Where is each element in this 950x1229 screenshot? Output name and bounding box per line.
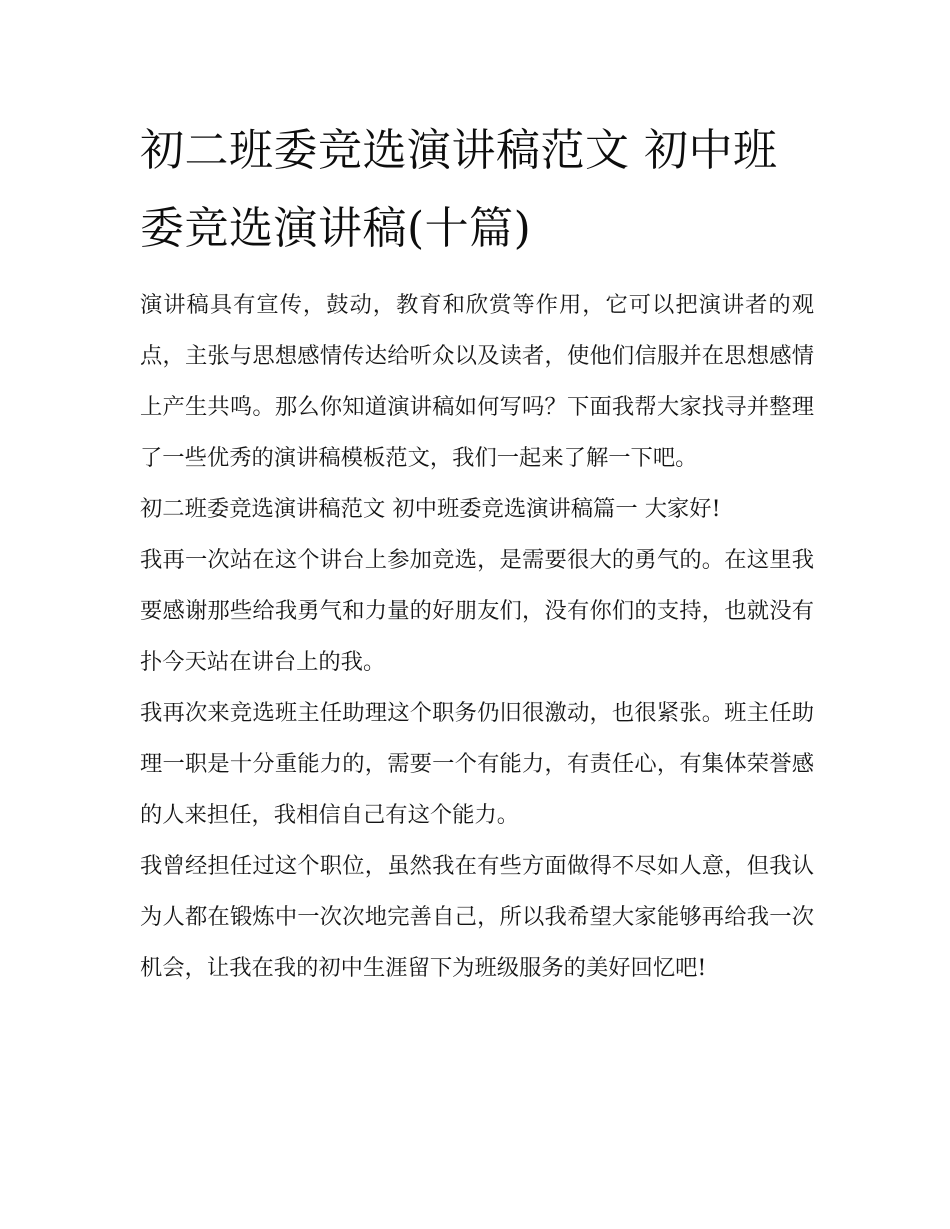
body-paragraph-heading: 初二班委竞选演讲稿范文 初中班委竞选演讲稿篇一 大家好! [140, 496, 721, 522]
body-paragraph-intro: 演讲稿具有宣传，鼓动，教育和欣赏等作用，它可以把演讲者的观点，主张与思想感情传达给听众以及读者，使他们信服并在思想感情上产生共鸣。那么你知道演讲稿如何写吗？下面我帮大家找寻并整理了一些优秀的演讲稿模板范文，我们一起来了解一下吧。 [140, 292, 814, 471]
document-content [140, 112, 814, 994]
body-paragraph: 我再一次站在这个讲台上参加竞选，是需要很大的勇气的。在这里我要感谢那些给我勇气和力量的好朋友们，没有你们的支持，也就没有扑今天站在讲台上的我。 [140, 547, 814, 675]
document-title: 初二班委竞选演讲稿范文 初中班委竞选演讲稿(十篇) [140, 125, 778, 254]
body-paragraph: 我再次来竞选班主任助理这个职务仍旧很激动，也很紧张。班主任助理一职是十分重能力的，需要一个有能力，有责任心，有集体荣誉感的人来担任，我相信自己有这个能力。 [140, 700, 814, 828]
document-body [140, 280, 814, 994]
body-paragraph: 我曾经担任过这个职位，虽然我在有些方面做得不尽如人意，但我认为人都在锻炼中一次次地完善自己，所以我希望大家能够再给我一次机会，让我在我的初中生涯留下为班级服务的美好回忆吧! [140, 853, 814, 981]
